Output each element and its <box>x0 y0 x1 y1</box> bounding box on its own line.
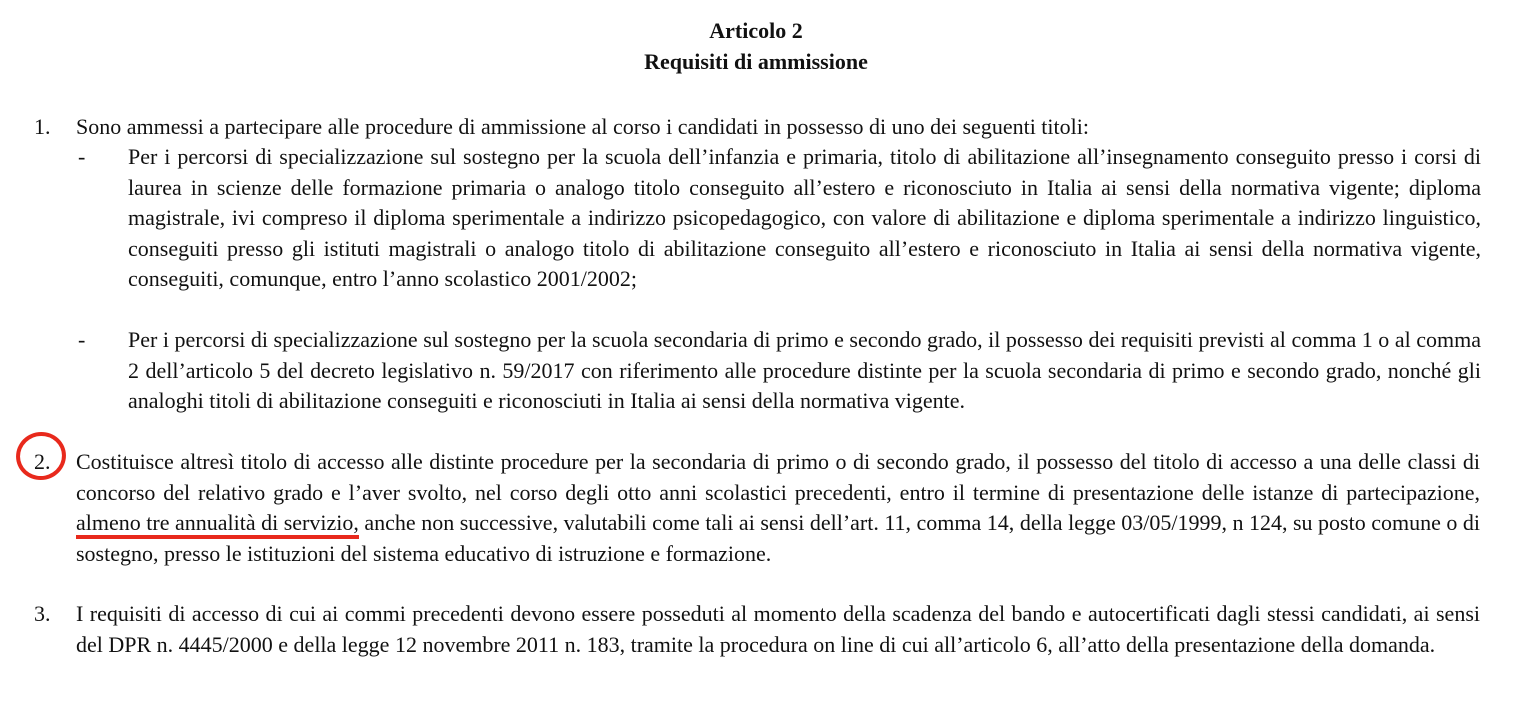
article-title: Articolo 2 <box>709 18 803 43</box>
item-2-text-before: Costituisce altresì titolo di accesso alle distinte procedure per la secondaria di primo o di secondo grado, il possesso del titolo di accesso a una delle classi di concorso del relativo grado e l’aver svolto, nel corso degli otto anni scolastici precedenti, entro il termine di presentazione delle istanze di partecipazione, <box>76 449 1480 505</box>
item-1-number: 1. <box>34 114 51 139</box>
subitem-1-text: Per i percorsi di specializzazione sul sostegno per la scuola dell’infanzia e primaria, titolo di abilitazione all’insegnamento conseguito presso i corsi di laurea in scienze delle formazione primaria o analogo titolo conseguito all’estero e riconosciuto in Italia ai sensi della normativa vigente; diploma magistrale, ivi compreso il diploma sperimentale a indirizzo psicopedagogico, con valore di abilitazione e diploma sperimentale a indirizzo linguistico, conseguiti presso gli istituti magistrali o analogo titolo di abilitazione conseguito all’estero e riconosciuto in Italia ai sensi della normativa vigente, conseguiti, comunque, entro l’anno scolastico 2001/2002; <box>128 144 1481 291</box>
item-2-text <box>76 447 1480 569</box>
subitem-2-marker: - <box>78 327 86 352</box>
article-subtitle: Requisiti di ammissione <box>644 49 868 74</box>
highlighted-phrase: almeno tre annualità di servizio, <box>76 510 359 539</box>
subitem-1-marker: - <box>78 144 86 169</box>
item-3-number: 3. <box>34 601 51 626</box>
item-3-text: I requisiti di accesso di cui ai commi precedenti devono essere posseduti al momento della scadenza del bando e autocertificati dagli stessi candidati, ai sensi del DPR n. 4445/2000 e della legge 12 novembre 2011 n. 183, tramite la procedura on line di cui all’articolo 6, all’atto della presentazione della domanda. <box>76 601 1480 657</box>
item-1-text: Sono ammessi a partecipare alle procedure di ammissione al corso i candidati in possesso di uno dei seguenti titoli: <box>76 114 1089 139</box>
subitem-2-text: Per i percorsi di specializzazione sul sostegno per la scuola secondaria di primo e secondo grado, il possesso dei requisiti previsti al comma 1 o al comma 2 dell’articolo 5 del decreto legislativo n. 59/2017 con riferimento alle procedure distinte per la scuola secondaria di primo e secondo grado, nonché gli analoghi titoli di abilitazione conseguiti e riconosciuti in Italia ai sensi della normativa vigente. <box>128 327 1481 413</box>
item-2-number: 2. <box>34 449 51 474</box>
item-2-text-after: anche non successive, valutabili come tali ai sensi dell’art. 11, comma 14, della legge 03/05/1999, n 124, su posto comune o di sostegno, presso le istituzioni del sistema educativo di istruzione e formazione. <box>76 510 1481 566</box>
